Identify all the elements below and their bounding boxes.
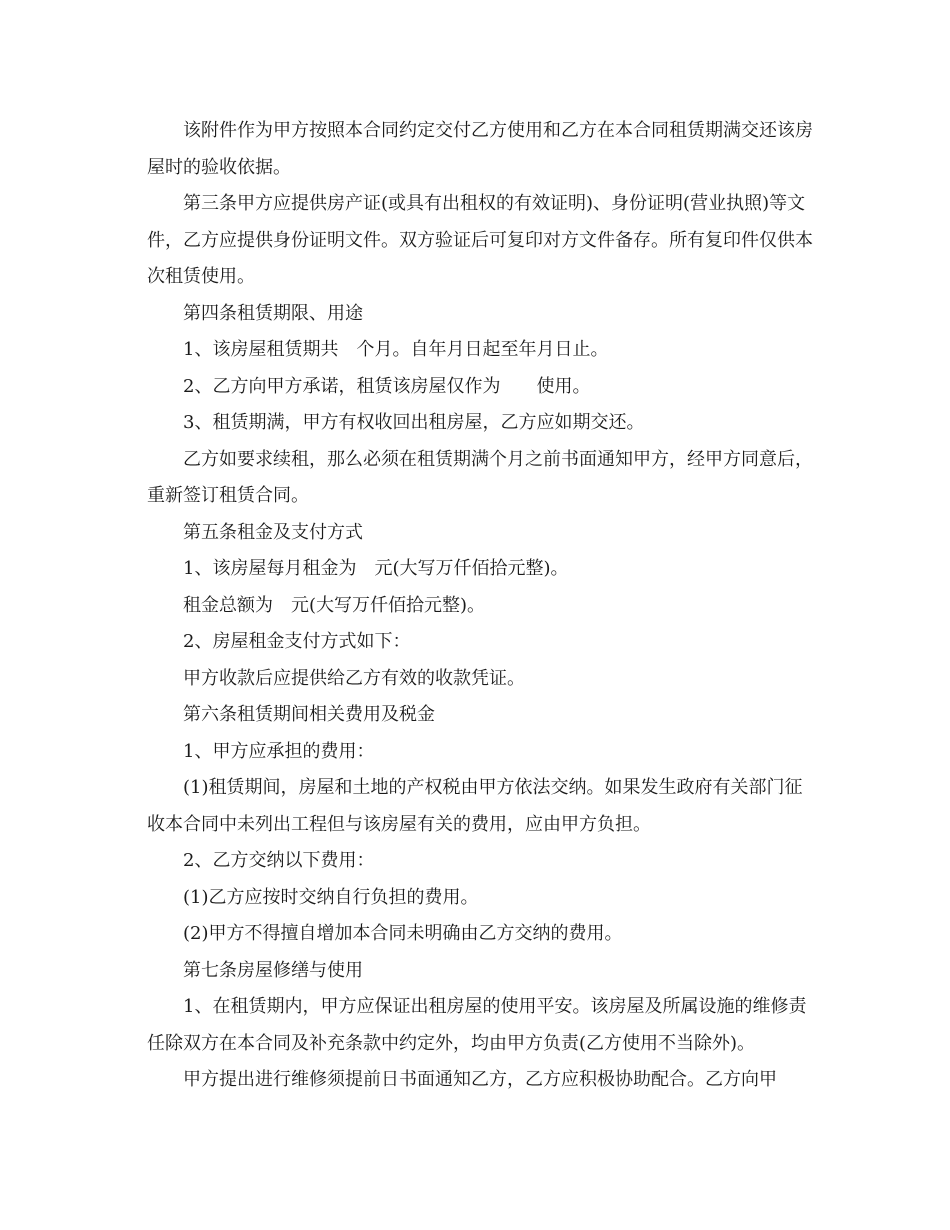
paragraph-lease-expiry: 3、租赁期满，甲方有权收回出租房屋，乙方应如期交还。 (183, 412, 645, 433)
heading-article-7: 第七条房屋修缮与使用 (183, 959, 363, 981)
paragraph-renewal: 乙方如要求续租，那么必须在租赁期满个月之前书面通知甲方，经甲方同意后，重新签订租赁合同。 (147, 448, 813, 506)
paragraph-property-tax: (1)租赁期间，房屋和土地的产权税由甲方依法交纳。如果发生政府有关部门征收本合同中未列出工程但与该房屋有关的费用，应由甲方负担。 (147, 777, 803, 835)
heading-article-4: 第四条租赁期限、用途 (183, 302, 363, 324)
paragraph-tenant-fee-1: (1)乙方应按时交纳自行负担的费用。 (183, 886, 479, 908)
paragraph-landlord-fees: 1、甲方应承担的费用： (183, 740, 375, 762)
paragraph-repair-notice: 甲方提出进行维修须提前日书面通知乙方，乙方应积极协助配合。乙方向甲 (183, 1069, 777, 1090)
paragraph-lease-term: 1、该房屋租赁期共 个月。自年月日起至年月日止。 (183, 339, 609, 360)
paragraph-payment-method: 2、房屋租金支付方式如下： (183, 631, 411, 652)
paragraph-attachment-acceptance: 该附件作为甲方按照本合同约定交付乙方使用和乙方在本合同租赁期满交还该房屋时的验收依据。 (147, 120, 813, 178)
paragraph-total-rent: 租金总额为 元(大写万仟佰拾元整)。 (183, 594, 486, 616)
document-body (147, 113, 817, 1099)
paragraph-repair-responsibility: 1、在租赁期内，甲方应保证出租房屋的使用平安。该房屋及所属设施的维修责任除双方在本合同及补充条款中约定外，均由甲方负责(乙方使用不当除外)。 (147, 996, 807, 1054)
paragraph-article-3: 第三条甲方应提供房产证(或具有出租权的有效证明)、身份证明(营业执照)等文件，乙方应提供身份证明文件。双方验证后可复印对方文件备存。所有复印件仅供本次租赁使用。 (147, 193, 813, 287)
paragraph-tenant-fees: 2、乙方交纳以下费用： (183, 850, 375, 871)
paragraph-usage-promise: 2、乙方向甲方承诺，租赁该房屋仅作为 使用。 (183, 375, 591, 397)
heading-article-6: 第六条租赁期间相关费用及税金 (183, 704, 435, 725)
paragraph-receipt: 甲方收款后应提供给乙方有效的收款凭证。 (183, 667, 525, 689)
paragraph-monthly-rent: 1、该房屋每月租金为 元(大写万仟佰拾元整)。 (183, 558, 569, 579)
paragraph-tenant-fee-2: (2)甲方不得擅自增加本合同未明确由乙方交纳的费用。 (183, 923, 623, 944)
heading-article-5: 第五条租金及支付方式 (183, 521, 363, 543)
